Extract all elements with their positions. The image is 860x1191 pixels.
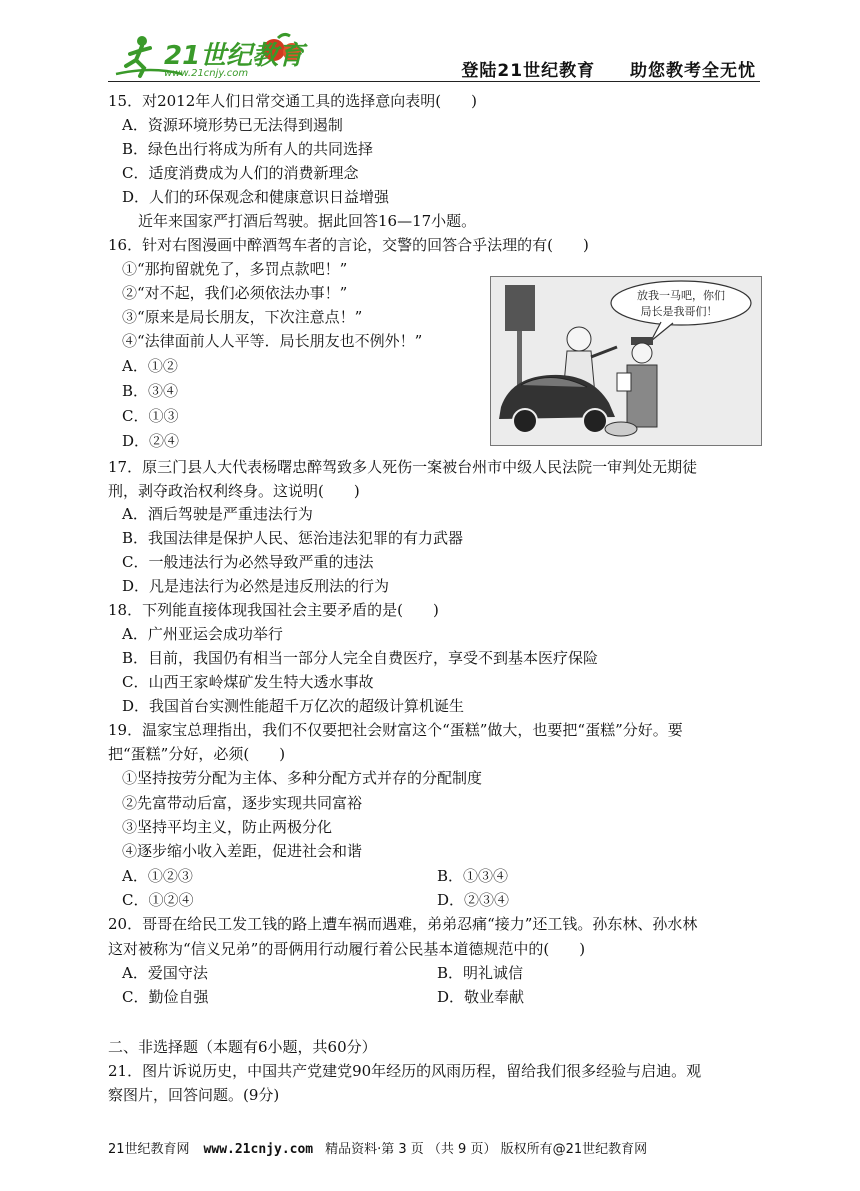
question-15-stem: 15．对2012年人们日常交通工具的选择意向表明( )	[108, 92, 477, 110]
question-18-stem: 18．下列能直接体现我国社会主要矛盾的是( )	[108, 601, 439, 619]
question-17-option-b: B．我国法律是保护人民、惩治违法犯罪的有力武器	[122, 529, 464, 547]
question-15-option-d: D．人们的环保观念和健康意识日益增强	[122, 188, 390, 206]
question-15-option-a: A．资源环境形势已无法得到遏制	[122, 116, 343, 134]
question-15-option-b: B．绿色出行将成为所有人的共同选择	[122, 140, 374, 158]
cartoon-drawing	[491, 277, 762, 446]
question-20-option-a: A．爱国守法	[122, 964, 208, 982]
intro-16-17: 近年来国家严打酒后驾驶。据此回答16—17小题。	[138, 212, 477, 230]
section-2-heading: 二、非选择题（本题有6小题，共60分）	[108, 1038, 377, 1056]
question-18-option-d: D．我国首台实测性能超千万亿次的超级计算机诞生	[122, 697, 465, 715]
bubble-line-2: 局长是我哥们！	[640, 305, 718, 318]
question-17-option-a: A．酒后驾驶是严重违法行为	[122, 505, 313, 523]
question-18-option-b: B．目前，我国仍有相当一部分人完全自费医疗，享受不到基本医疗保险	[122, 649, 599, 667]
question-19-stem-line-1: 19．温家宝总理指出，我们不仅要把社会财富这个“蛋糕”做大，也要把“蛋糕”分好。要	[108, 721, 683, 739]
question-16-statement-4: ④“法律面前人人平等．局长朋友也不例外！”	[122, 332, 423, 350]
question-17-option-c: C．一般违法行为必然导致严重的违法	[122, 553, 374, 571]
question-15-option-c: C．适度消费成为人们的消费新理念	[122, 164, 359, 182]
question-17-option-d: D．凡是违法行为必然是违反刑法的行为	[122, 577, 390, 595]
question-16-option-b: B．③④	[122, 382, 179, 400]
question-19-option-d: D．②③④	[437, 891, 510, 909]
page-footer	[108, 1138, 760, 1157]
site-logo	[112, 30, 312, 80]
question-20-option-b: B．明礼诚信	[437, 964, 524, 982]
question-19-option-a: A．①②③	[122, 867, 193, 885]
footer-site-name: 21世纪教育网	[108, 1142, 190, 1157]
question-20-option-d: D．敬业奉献	[437, 988, 525, 1006]
footer-page-info: 精品资料·第 3 页 （共 9 页） 版权所有@21世纪教育网	[325, 1142, 648, 1157]
question-20-stem-line-1: 20．哥哥在给民工发工钱的路上遭车祸而遇难，弟弟忍痛“接力”还工钱。孙东林、孙水林	[108, 915, 698, 933]
page-header	[108, 30, 760, 82]
question-16-statement-3: ③“原来是局长朋友，下次注意点！”	[122, 308, 363, 326]
question-16-stem: 16．针对右图漫画中醉酒驾车者的言论，交警的回答合乎法理的有( )	[108, 236, 589, 254]
question-19-option-b: B．①③④	[437, 867, 509, 885]
question-18-option-a: A．广州亚运会成功举行	[122, 625, 283, 643]
question-17-stem-line-2: 刑，剥夺政治权利终身。这说明( )	[108, 482, 360, 500]
question-21-stem-line-1: 21．图片诉说历史，中国共产党建党90年经历的风雨历程，留给我们很多经验与启迪。观	[108, 1062, 702, 1080]
question-21-stem-line-2: 察图片，回答问题。(9分)	[108, 1086, 280, 1104]
question-19-statement-2: ②先富带动后富，逐步实现共同富裕	[122, 794, 363, 812]
question-20-stem-line-2: 这对被称为“信义兄弟”的哥俩用行动履行着公民基本道德规范中的( )	[108, 940, 586, 958]
question-16-option-c: C．①③	[122, 407, 179, 425]
logo-url: www.21cnjy.com	[164, 68, 249, 79]
question-18-option-c: C．山西王家岭煤矿发生特大透水事故	[122, 673, 374, 691]
question-16-option-d: D．②④	[122, 432, 180, 450]
bubble-line-1: 放我一马吧，你们	[637, 289, 725, 302]
question-19-statement-1: ①坚持按劳分配为主体、多种分配方式并存的分配制度	[122, 769, 483, 787]
question-19-option-c: C．①②④	[122, 891, 194, 909]
header-slogan	[461, 56, 756, 81]
slogan-left: 登陆21世纪教育	[461, 61, 596, 81]
question-16-statement-1: ①“那拘留就免了，多罚点款吧！”	[122, 260, 348, 278]
footer-url[interactable]: www.21cnjy.com	[203, 1142, 314, 1157]
question-17-stem-line-1: 17．原三门县人大代表杨曙忠醉驾致多人死伤一案被台州市中级人民法院一审判处无期徒	[108, 458, 698, 476]
question-16-statement-2: ②“对不起，我们必须依法办事！”	[122, 284, 348, 302]
question-16-option-a: A．①②	[122, 357, 178, 375]
slogan-right: 助您教考全无忧	[630, 61, 756, 81]
question-20-option-c: C．勤俭自强	[122, 988, 209, 1006]
drunk-driving-cartoon	[490, 276, 762, 446]
logo-wordmark: 21世纪教育	[164, 41, 305, 71]
question-19-stem-line-2: 把“蛋糕”分好，必须( )	[108, 745, 286, 763]
question-19-statement-4: ④逐步缩小收入差距，促进社会和谐	[122, 842, 363, 860]
question-19-statement-3: ③坚持平均主义，防止两极分化	[122, 818, 333, 836]
